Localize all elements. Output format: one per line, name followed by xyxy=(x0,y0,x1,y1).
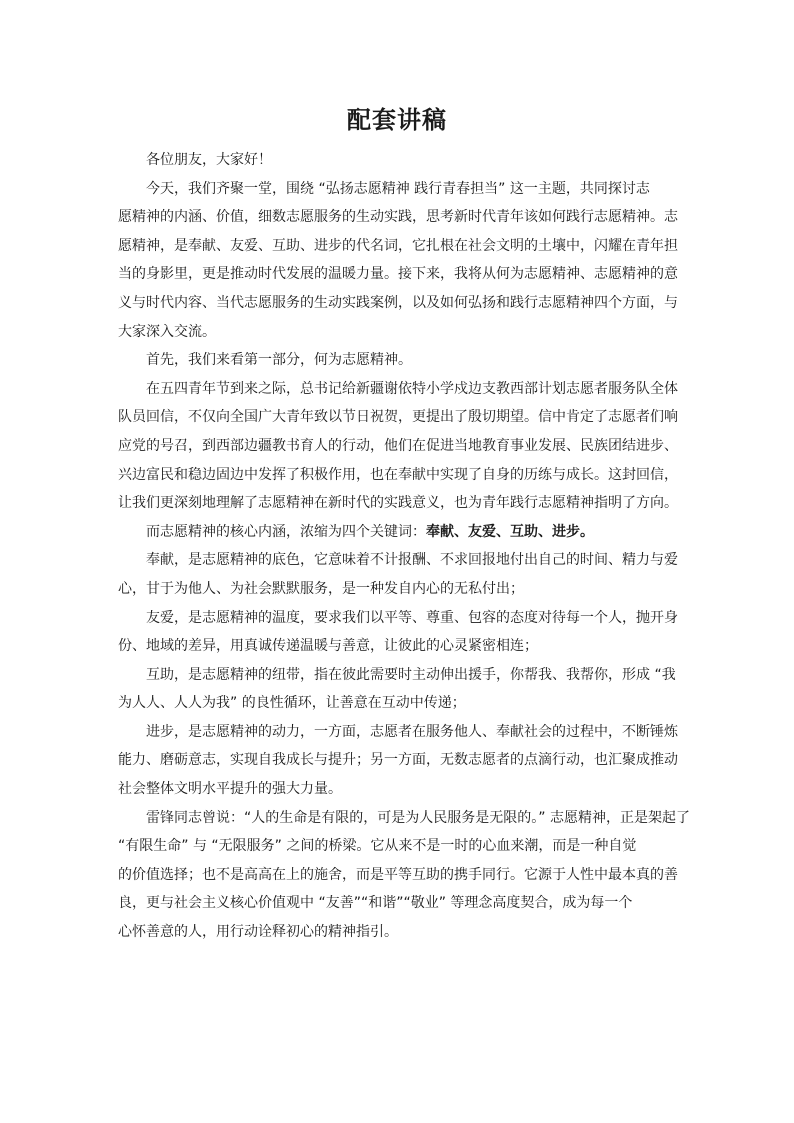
line-text: 的价值选择；也不是高高在上的施舍，而是平等互助的携手同行。它源于人性中最本真的善 xyxy=(118,866,678,883)
text-line xyxy=(118,604,683,633)
text-line xyxy=(118,146,683,175)
line-text: 互助，是志愿精神的纽带，指在彼此需要时主动伸出援手，你帮我、我帮你，形成 “我 xyxy=(146,666,676,683)
document-title: 配套讲稿 xyxy=(347,105,447,134)
line-text: 为人人、人人为我” 的良性循环，让善意在互动中传递； xyxy=(118,695,466,712)
line-text: 社会整体文明水平提升的强大力量。 xyxy=(118,781,342,798)
line-text: 当的身影里，更是推动时代发展的温暖力量。接下来，我将从何为志愿精神、志愿精神的意 xyxy=(118,266,678,283)
text-line xyxy=(118,375,683,404)
line-text: 在五四青年节到来之际，总书记给新疆谢依特小学戍边支教西部计划志愿者服务队全体 xyxy=(146,380,678,397)
text-line xyxy=(118,718,683,747)
line-text: 进步，是志愿精神的动力，一方面，志愿者在服务他人、奉献社会的过程中，不断锤炼 xyxy=(146,723,678,740)
line-text: 队员回信，不仅向全国广大青年致以节日祝贺，更提出了殷切期望。信中肯定了志愿者们响 xyxy=(118,409,678,426)
text-line xyxy=(118,861,683,890)
text-line xyxy=(118,775,683,804)
text-line xyxy=(118,489,683,518)
text-line xyxy=(118,432,683,461)
text-line xyxy=(118,889,683,918)
document-body xyxy=(118,146,690,947)
line-text: 兴边富民和稳边固边中发挥了积极作用，也在奉献中实现了自身的历练与成长。这封回信， xyxy=(118,466,678,483)
line-text: 义与时代内容、当代志愿服务的生动实践案例，以及如何弘扬和践行志愿精神四个方面，与 xyxy=(118,294,678,311)
line-text: 首先，我们来看第一部分，何为志愿精神。 xyxy=(146,352,412,369)
line-text: 让我们更深刻地理解了志愿精神在新时代的实践意义，也为青年践行志愿精神指明了方向。 xyxy=(118,495,678,512)
text-line xyxy=(118,518,683,547)
text-line xyxy=(118,203,683,232)
line-text: 份、地域的差异，用真诚传递温暖与善意，让彼此的心灵紧密相连； xyxy=(118,638,538,655)
line-text: 友爱，是志愿精神的温度，要求我们以平等、尊重、包容的态度对待每一个人，抛开身 xyxy=(146,609,678,626)
text-line xyxy=(118,461,683,490)
line-text: 各位朋友，大家好！ xyxy=(146,152,272,168)
text-line xyxy=(118,632,683,661)
line-text: 今天，我们齐聚一堂，围绕 “弘扬志愿精神 践行青春担当” 这一主题，共同探讨志 xyxy=(146,180,650,197)
line-text: 心，甘于为他人、为社会默默服务，是一种发自内心的无私付出； xyxy=(118,580,524,597)
text-line xyxy=(118,575,683,604)
text-line xyxy=(118,918,683,947)
text-line xyxy=(118,689,683,718)
line-text: 大家深入交流。 xyxy=(118,323,216,340)
line-text: 良，更与社会主义核心价值观中 “友善”“和谐”“敬业” 等理念高度契合，成为每一个 xyxy=(118,895,633,912)
line-text: 雷锋同志曾说：“人的生命是有限的，可是为人民服务是无限的。” 志愿精神，正是架起了 xyxy=(146,809,690,826)
line-text: 奉献，是志愿精神的底色，它意味着不计报酬、不求回报地付出自己的时间、精力与爱 xyxy=(146,552,678,569)
text-line xyxy=(118,832,683,861)
line-text: 心怀善意的人，用行动诠释初心的精神指引。 xyxy=(118,924,398,941)
keyword-highlight: 奉献、友爱、互助、进步。 xyxy=(426,523,594,540)
text-line xyxy=(118,804,690,833)
line-text: 而志愿精神的核心内涵，浓缩为四个关键词： xyxy=(146,523,426,540)
text-line xyxy=(118,260,683,289)
line-text: 愿精神的内涵、价值，细数志愿服务的生动实践，思考新时代青年该如何践行志愿精神。志 xyxy=(118,209,678,226)
text-line xyxy=(118,746,683,775)
text-line xyxy=(118,318,683,347)
text-line xyxy=(118,175,683,204)
text-line xyxy=(118,346,683,375)
line-text: 能力、磨砺意志，实现自我成长与提升；另一方面，无数志愿者的点滴行动，也汇聚成推动 xyxy=(118,752,678,769)
text-line xyxy=(118,403,683,432)
line-text: 应党的号召，到西部边疆教书育人的行动，他们在促进当地教育事业发展、民族团结进步、 xyxy=(118,437,678,454)
text-line xyxy=(118,546,683,575)
text-line xyxy=(118,232,683,261)
line-text: 愿精神，是奉献、友爱、互助、进步的代名词，它扎根在社会文明的土壤中，闪耀在青年担 xyxy=(118,237,678,254)
text-line xyxy=(118,661,683,690)
line-text: “有限生命” 与 “无限服务” 之间的桥梁。它从来不是一时的心血来潮，而是一种自觉 xyxy=(118,838,637,855)
text-line xyxy=(118,289,683,318)
